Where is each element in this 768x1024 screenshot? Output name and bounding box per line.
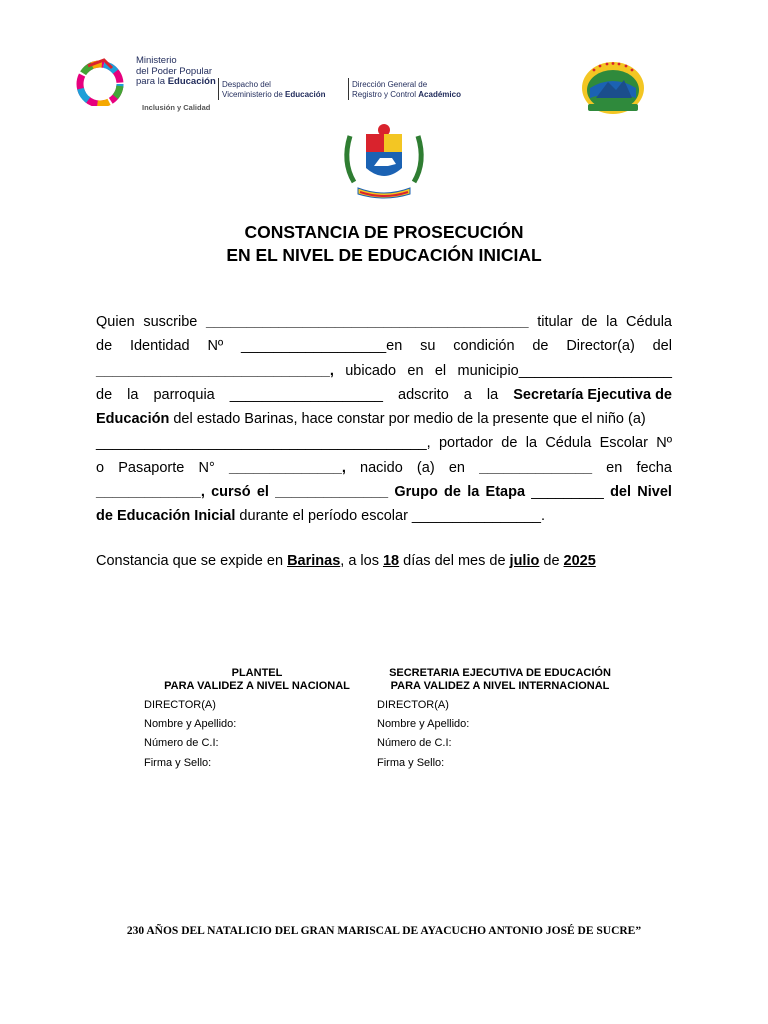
secretaria-signature-label: Firma y Sello: (377, 756, 445, 769)
body-line-4: de la parroquia ___________________ adscrito a la Secretaría Ejecutiva de (96, 386, 672, 403)
document-title: CONSTANCIA DE PROSECUCIÓN EN EL NIVEL DE EDUCACIÓN INICIAL (226, 222, 542, 265)
body-line-2: de Identidad Nº __________________en su condición de Director(a) del (96, 338, 672, 355)
secretaria-name-label: Nombre y Apellido: (377, 718, 470, 731)
issue-day: 18 (382, 553, 400, 569)
body-line-5: Educación del estado Barinas, hace constar por medio de la presente que el niño (a) (96, 411, 646, 428)
direccion-text: Dirección General de Registro y Control Académico (352, 80, 461, 99)
issue-month: julio (509, 553, 540, 569)
secretaria-heading: SECRETARIA EJECUTIVA DE EDUCACIÓN PARA VALIDEZ A NIVEL INTERNACIONAL (389, 667, 611, 692)
header-divider (218, 78, 219, 100)
issue-year: 2025 (563, 553, 596, 569)
plantel-signature-label: Firma y Sello: (144, 756, 212, 769)
signature-block-secretaria (377, 667, 627, 773)
secretaria-role: DIRECTOR(A) (377, 699, 449, 711)
body-line-1: Quien suscribe ________________________________________ titular de la Cédula (96, 314, 672, 330)
ministry-logo (74, 58, 132, 106)
plantel-heading: PLANTEL PARA VALIDEZ A NIVEL NACIONAL (164, 667, 350, 692)
footer-commemoration: 230 AÑOS DEL NATALICIO DEL GRAN MARISCAL DE AYACUCHO ANTONIO JOSÉ DE SUCRE” (126, 925, 642, 937)
coat-of-arms-icon (336, 122, 432, 202)
plantel-ci-label: Número de C.I: (144, 737, 219, 750)
body-line-9: de Educación Inicial durante el período escolar ________________. (96, 508, 545, 525)
signature-block-plantel (144, 667, 374, 773)
body-line-7: o Pasaporte N° ______________, nacido (a) en ______________ en fecha (96, 459, 672, 476)
ministry-name: Ministerio del Poder Popular para la Educación (136, 55, 216, 87)
despacho-text: Despacho del Viceministerio de Educación (222, 80, 326, 99)
body-line-8: _____________, cursó el ______________ Grupo de la Etapa _________ del Nivel (96, 484, 672, 501)
issue-statement: Constancia que se expide en Barinas, a los 18 días del mes de julio de 2025 (96, 553, 596, 569)
state-logo (580, 60, 646, 118)
body-line-6: _________________________________________, portador de la Cédula Escolar Nº (96, 435, 672, 452)
body-line-3: _____________________________, ubicado en el municipio___________________ (96, 362, 672, 379)
plantel-role: DIRECTOR(A) (144, 699, 216, 711)
ministry-tagline: Inclusión y Calidad (142, 103, 211, 112)
issue-city: Barinas (287, 553, 341, 569)
secretaria-ci-label: Número de C.I: (377, 737, 452, 750)
header-divider (348, 78, 349, 100)
plantel-name-label: Nombre y Apellido: (144, 718, 237, 731)
certificate-body (96, 310, 672, 529)
